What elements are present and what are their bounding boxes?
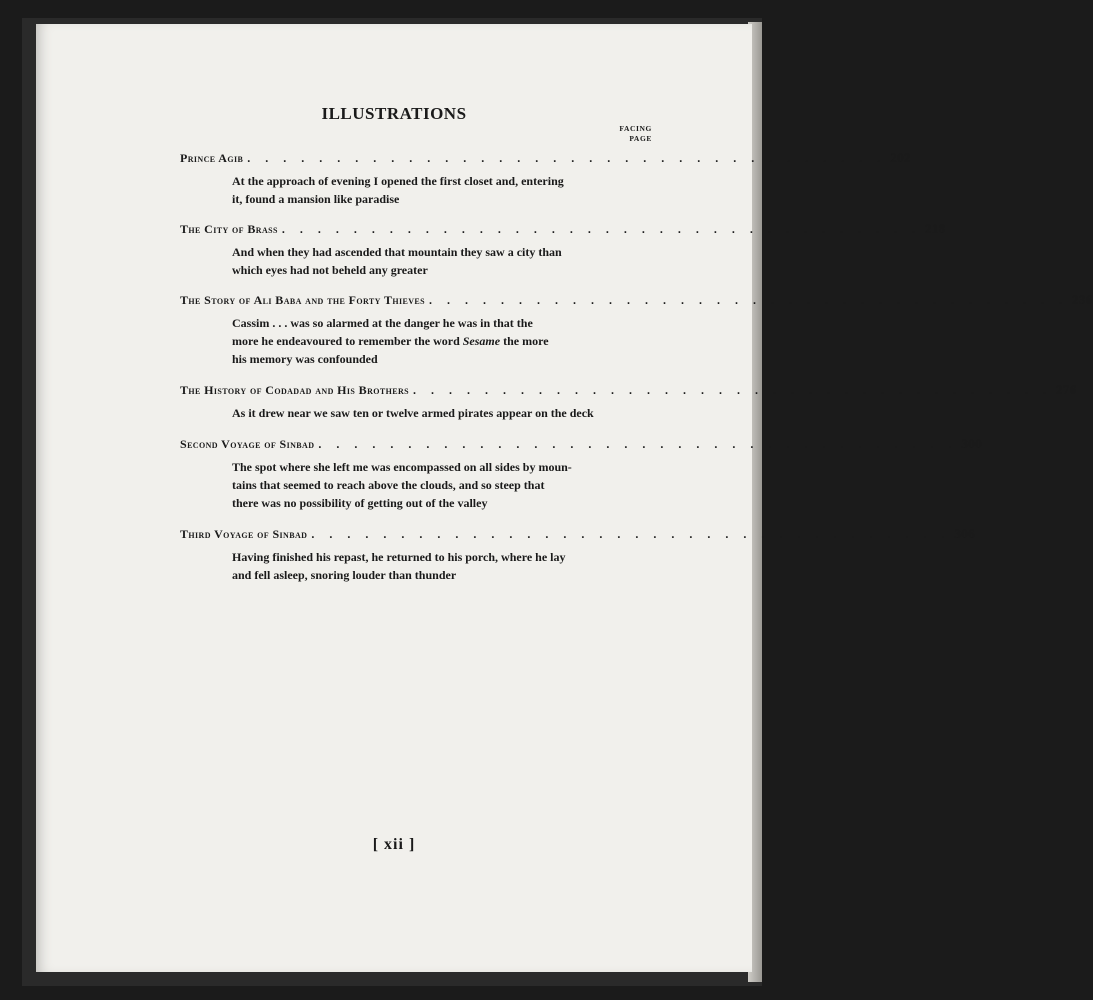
caption-emphasis: Sesame: [462, 334, 501, 348]
entry-page-number: 306: [954, 526, 976, 541]
page-folio: [ xii ]: [372, 836, 416, 853]
leader-dots: . . . . . . . . . . . . . . . . . . . . . . . . . . . . . . . . . . . .: [318, 437, 958, 451]
illustration-entry: [180, 292, 1093, 368]
entry-title: The History of Codadad and His Brothers: [180, 383, 409, 397]
illustration-entry: [180, 382, 1077, 422]
caption-line: it, found a mansion like paradise: [232, 192, 400, 206]
caption-line: Having finished his repast, he returned to his porch, where he lay: [232, 550, 566, 564]
facing-page-label: [619, 124, 652, 144]
entry-caption: [232, 548, 652, 584]
leader-dots: . . . . . . . . . . . . . . . . . . . . . . . . . . . . . . . . . . . .: [281, 222, 921, 236]
caption-line: As it drew near we saw ten or twelve armed pirates appear on the deck: [232, 406, 594, 420]
illustration-entry: [180, 526, 976, 584]
entry-caption: [232, 172, 652, 208]
entry-page-number: 218: [924, 221, 946, 236]
caption-line: tains that seemed to reach above the clouds, and so steep that: [232, 478, 545, 492]
caption-line: and fell asleep, snoring louder than thunder: [232, 568, 457, 582]
caption-line: The spot where she left me was encompassed on all sides by moun-: [232, 460, 572, 474]
entry-title: Prince Agib: [180, 151, 244, 165]
facing-label-line: FACING: [619, 124, 652, 133]
caption-line: his memory was confounded: [232, 352, 378, 366]
leader-dots: . . . . . . . . . . . . . . . . . . . . . . . . . . . . . . . . . . . .: [311, 527, 951, 541]
entry-caption: [232, 404, 652, 422]
entry-heading: [180, 292, 1093, 310]
entry-heading: [180, 382, 1077, 400]
facing-label-line: PAGE: [629, 134, 652, 143]
caption-line: Cassim . . . was so alarmed at the danger he was in that the: [232, 316, 533, 330]
entry-page-number: 300: [961, 436, 983, 451]
entry-caption: [232, 458, 652, 512]
entry-title: The City of Brass: [180, 222, 278, 236]
leader-dots: . . . . . . . . . . . . . . . . . . . . . . . . . . . . . . . . . . . .: [429, 293, 1068, 307]
caption-text: more he endeavoured to remember the word: [232, 334, 460, 348]
caption-line: At the approach of evening I opened the first closet and, entering: [232, 174, 564, 188]
entry-caption: [232, 314, 652, 368]
entry-heading: [180, 436, 983, 454]
caption-line: there was no possibility of getting out of the valley: [232, 496, 488, 510]
entry-page-number: 236: [1072, 292, 1093, 307]
caption-line: which eyes had not beheld any greater: [232, 263, 428, 277]
entry-heading: [180, 221, 946, 239]
caption-line: And when they had ascended that mountain they saw a city than: [232, 245, 562, 259]
illustration-entry: [180, 221, 946, 279]
entry-heading: [180, 150, 911, 168]
entry-title: The Story of Ali Baba and the Forty Thieves: [180, 293, 425, 307]
illustration-entry: [180, 436, 983, 512]
book-page: [36, 24, 1093, 972]
leader-dots: . . . . . . . . . . . . . . . . . . . . . . . . . . . . . . . . . . . .: [413, 383, 1052, 397]
entry-title: Third Voyage of Sinbad: [180, 527, 308, 541]
entry-caption: [232, 243, 652, 279]
caption-line: [232, 332, 652, 350]
entry-page-number: 202: [890, 150, 911, 165]
entry-title: Second Voyage of Sinbad: [180, 437, 315, 451]
page-title: ILLUSTRATIONS: [321, 104, 467, 123]
leader-dots: . . . . . . . . . . . . . . . . . . . . . . . . . . . . . . . . . . . .: [247, 151, 887, 165]
caption-text: the more: [503, 334, 549, 348]
entry-page-number: 276: [1056, 382, 1077, 397]
illustration-entry: [180, 150, 911, 208]
entry-heading: [180, 526, 976, 544]
